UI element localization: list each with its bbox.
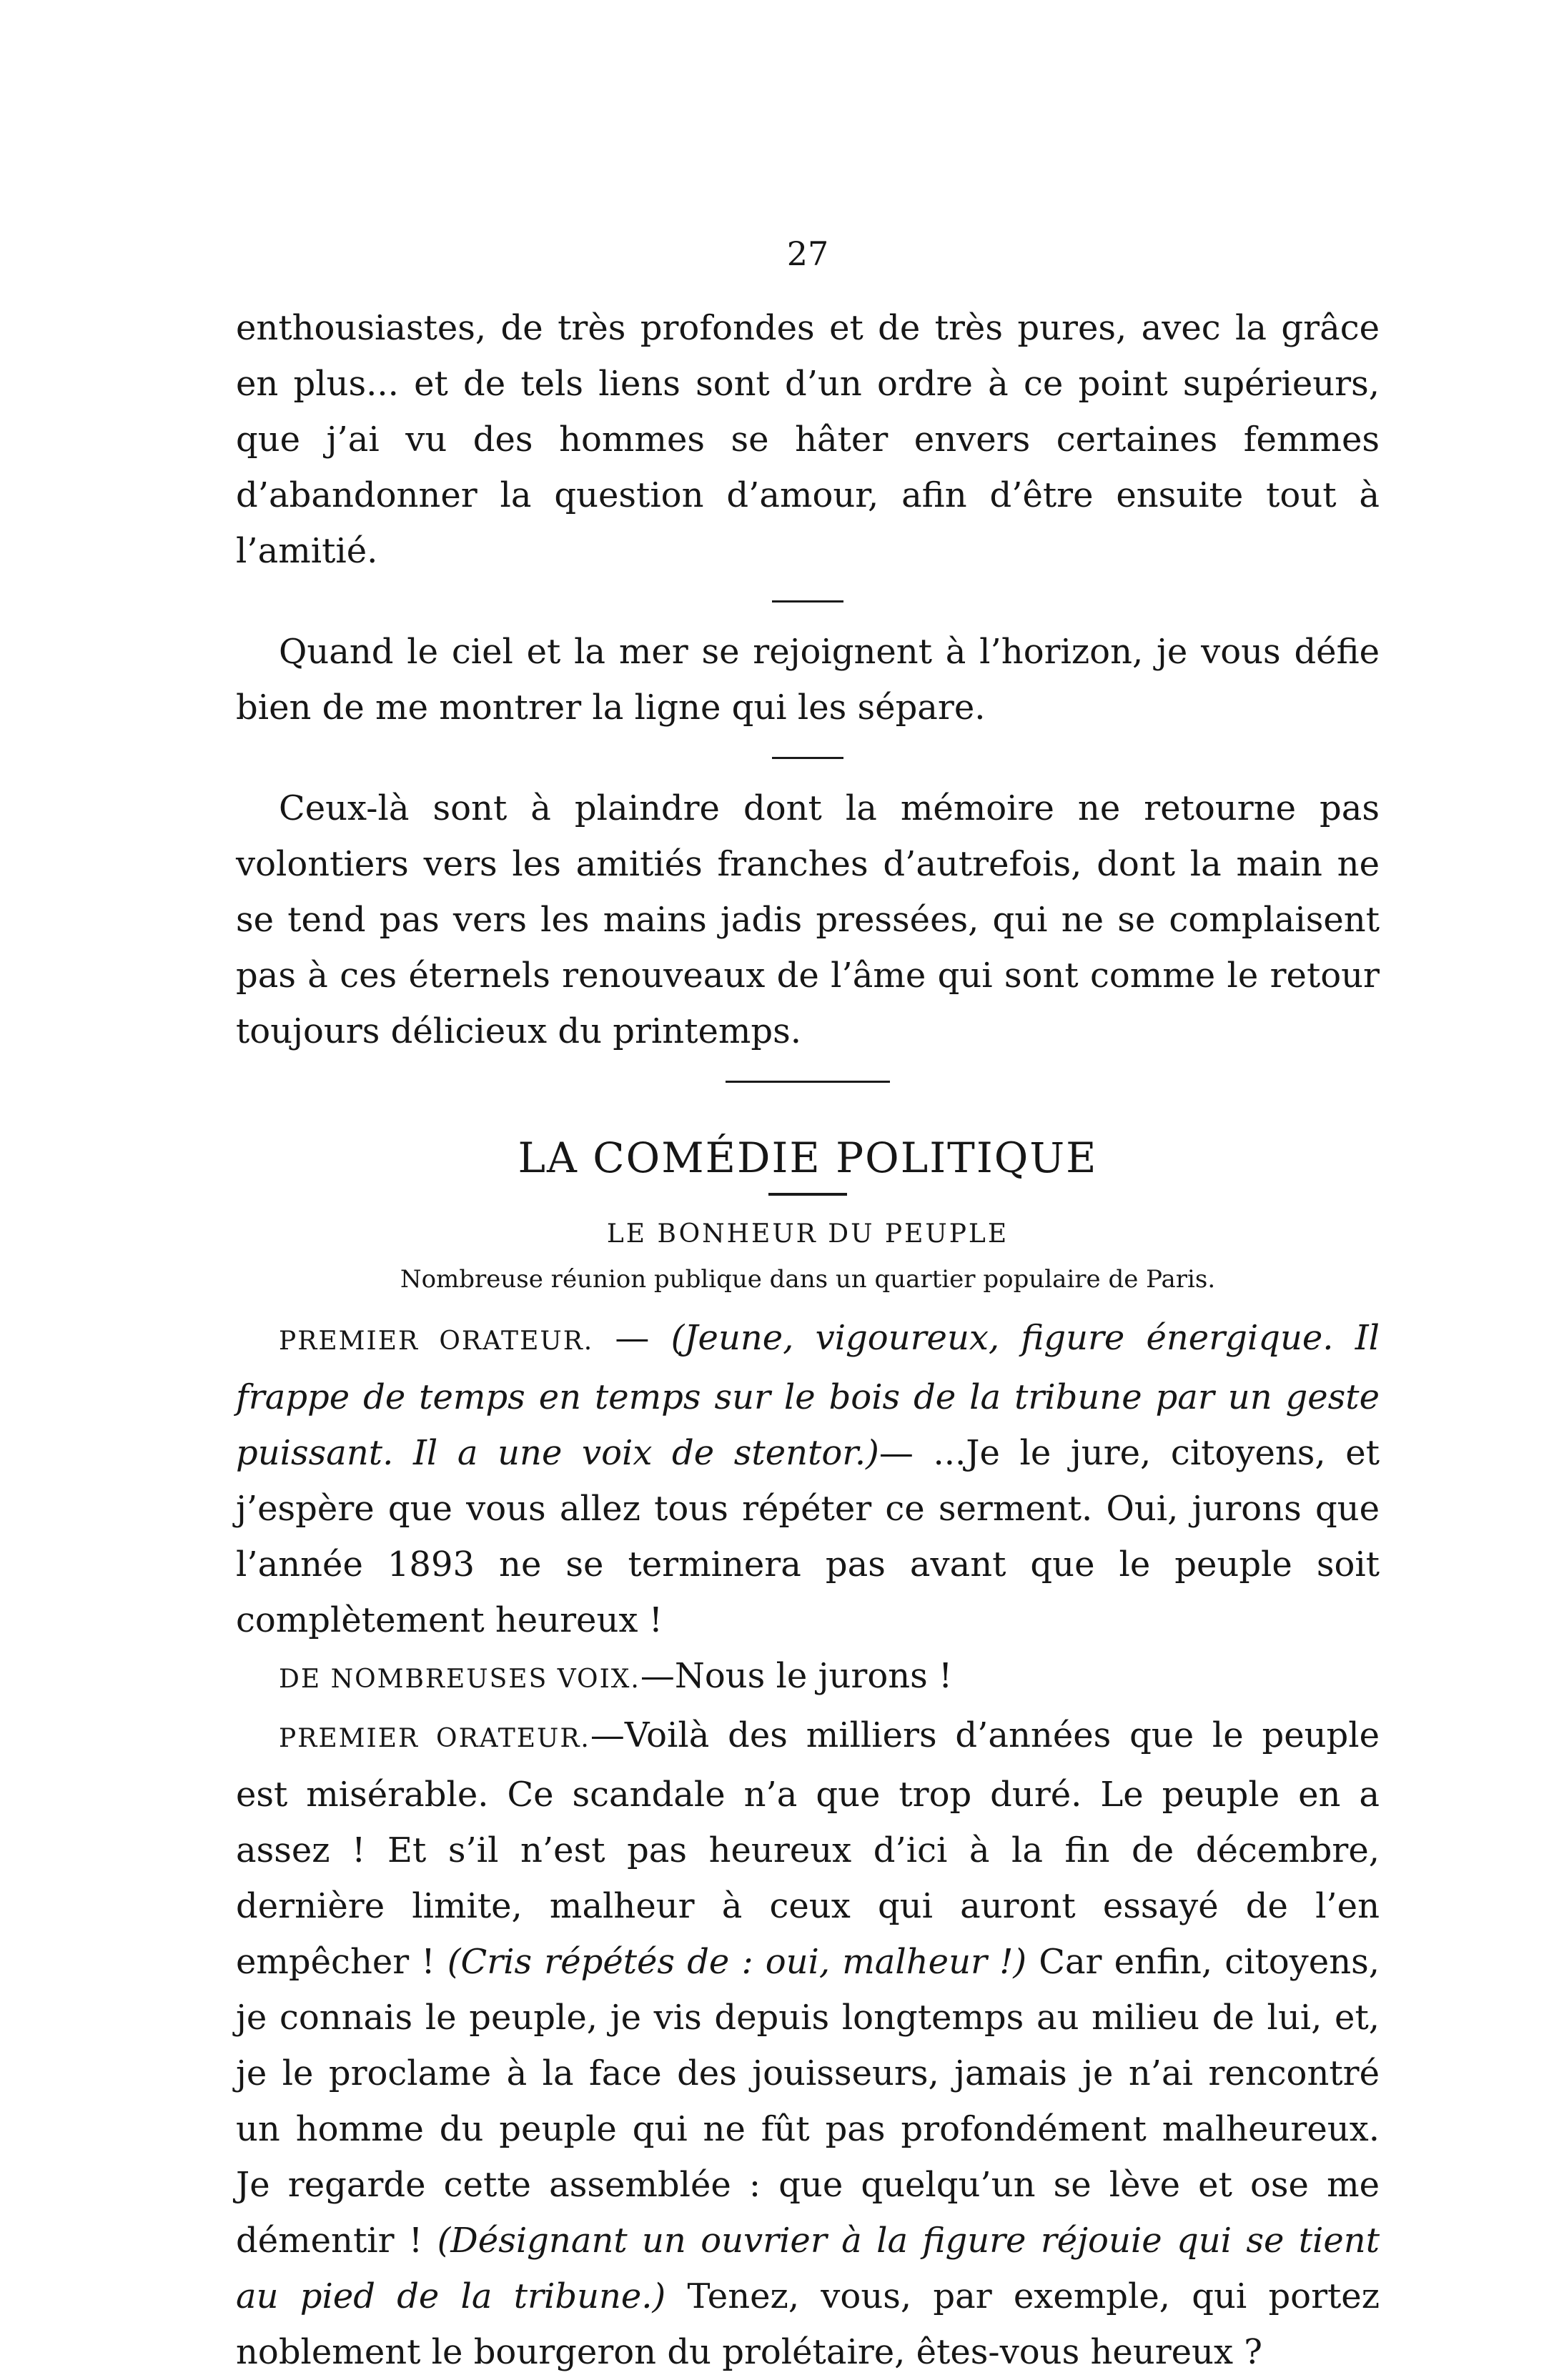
speaker-name: PREMIER ORATEUR. <box>279 1327 594 1356</box>
dialogue-line <box>236 1707 1380 2380</box>
book-page <box>236 214 1380 2380</box>
section-divider <box>772 600 843 603</box>
paragraph-friendship-continued: enthousiastes, de très profondes et de très pures, avec la grâce en plus... et de tels liens sont d’un ordre à ce point supérieurs, que j’ai vu des hommes se hâter envers certaines femmes d’abandonner la question d’amour, afin d’être ensuite tout à l’amitié. <box>236 308 1380 571</box>
scene-setting: Nombreuse réunion publique dans un quartier populaire de Paris. <box>400 1265 1216 1294</box>
dialogue-text: —Nous le jurons ! <box>640 1656 953 1696</box>
dialogue-text: Car enfin, citoyens, je connais le peuple, je vis depuis longtemps au milieu de lui, et, je le proclame à la face des jouisseurs, jamais je n’ai rencontré un homme du peuple qui ne fût pas profondément malheureux. Je regarde cette assemblée : que quelqu’un se lève et ose me démentir ! <box>236 1942 1380 2261</box>
chapter-title: LA COMÉDIE POLITIQUE <box>518 1134 1098 1182</box>
dialogue-text: Tenez, vous, par exemple, qui portez noblement le bourgeron du prolétaire, êtes-vous heureux ? <box>236 2276 1380 2372</box>
chapter-divider <box>726 1081 890 1083</box>
speaker-name: PREMIER ORATEUR. <box>279 1724 590 1753</box>
stage-direction: (Désignant un ouvrier à la figure réjouie qui se tient au pied de la tribune.) <box>236 2221 1380 2316</box>
stage-direction: (Jeune, vigoureux, figure énergique. Il frappe de temps en temps sur le bois de la tribune par un geste puissant. Il a une voix de stentor.) <box>236 1318 1380 1473</box>
dialogue-line <box>236 1648 1380 1707</box>
dialogue-line <box>236 1310 1380 1648</box>
paragraph-horizon: Quand le ciel et la mer se rejoignent à l’horizon, je vous défie bien de me montrer la ligne qui les sépare. <box>236 632 1380 728</box>
stage-direction: (Cris répétés de : oui, malheur !) <box>447 1942 1027 1982</box>
dialogue-text: —Voilà des milliers d’années que le peuple est misérable. Ce scandale n’a que trop duré. Le peuple en a assez ! Et s’il n’est pas heureux d’ici à la fin de décembre, dernière limite, malheur à ceux qui auront essayé de l’en empêcher ! <box>236 1715 1380 1982</box>
paragraph-memory: Ceux-là sont à plaindre dont la mémoire ne retourne pas volontiers vers les amitiés franches d’autrefois, dont la main ne se tend pas vers les mains jadis pressées, qui ne se complaisent pas à ces éternels renouveaux de l’âme qui sont comme le retour toujours délicieux du printemps. <box>236 788 1380 1051</box>
section-divider <box>772 757 843 759</box>
dialogue-dash: — <box>593 1318 671 1358</box>
speaker-name: DE NOMBREUSES VOIX. <box>279 1665 640 1694</box>
page-number: 27 <box>786 234 829 273</box>
chapter-subtitle: LE BONHEUR DU PEUPLE <box>606 1219 1009 1249</box>
title-underline <box>768 1193 847 1196</box>
dialogue-text: — ...Je le jure, citoyens, et j’espère que vous allez tous répéter ce serment. Oui, jurons que l’année 1893 ne se terminera pas avant que le peuple soit complètement heureux ! <box>236 1433 1380 1640</box>
